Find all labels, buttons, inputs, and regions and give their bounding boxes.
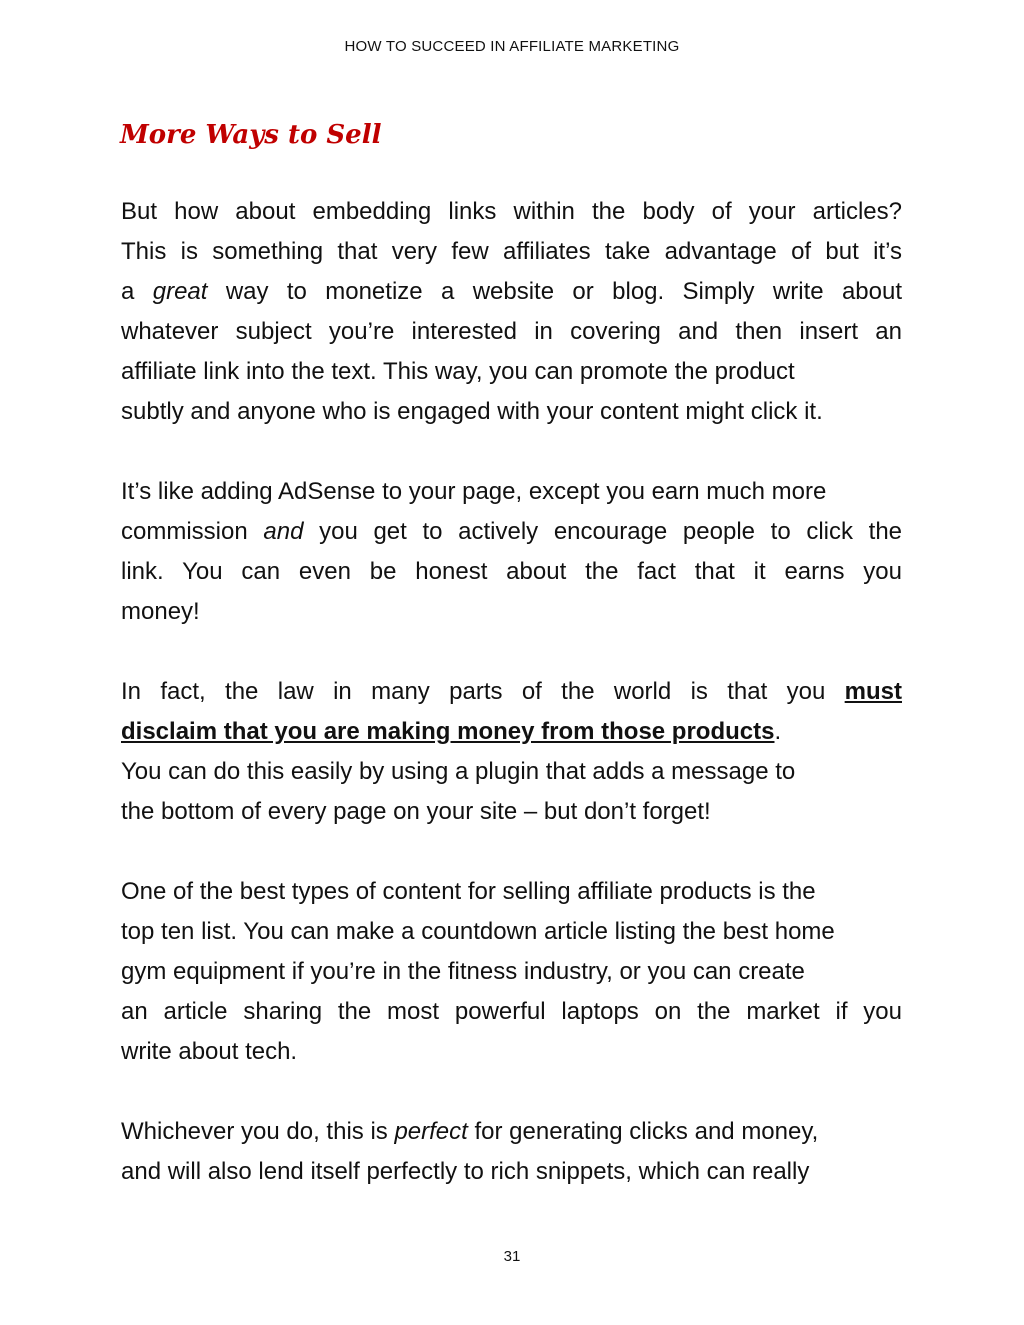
text-run: . — [774, 718, 782, 745]
text-run: Whichever you do, this is — [121, 1118, 388, 1145]
running-header: HOW TO SUCCEED IN AFFILIATE MARKETING — [344, 38, 680, 55]
paragraph-5 — [121, 1112, 902, 1192]
text-line: write about tech. — [121, 1038, 298, 1065]
text-line: and will also lend itself perfectly to rich snippets, which can really — [121, 1158, 810, 1185]
text-line: One of the best types of content for selling affiliate products is the — [121, 878, 816, 905]
text-run: way to monetize a website or blog. Simply write about — [225, 278, 903, 305]
paragraph-4 — [121, 872, 902, 1072]
text-line: gym equipment if you’re in the fitness industry, or you can create — [121, 958, 805, 985]
text-line: whatever subject you’re interested in covering and then insert an — [121, 318, 902, 345]
emphasis-text: great — [152, 278, 208, 305]
text-run: In fact, the law in many parts of the world is that you — [121, 678, 826, 705]
text-line — [121, 672, 902, 712]
body-text — [121, 192, 902, 1232]
text-line — [121, 712, 902, 752]
text-line: top ten list. You can make a countdown article listing the best home — [121, 918, 835, 945]
text-line: an article sharing the most powerful laptops on the market if you — [121, 998, 902, 1025]
text-run: a — [121, 278, 135, 305]
text-line: link. You can even be honest about the fact that it earns you — [121, 558, 902, 585]
text-line — [121, 272, 902, 312]
paragraph-2 — [121, 472, 902, 632]
text-run: for generating clicks and money, — [474, 1118, 819, 1145]
text-run: commission — [121, 518, 248, 545]
text-line: It’s like adding AdSense to your page, except you earn much more — [121, 478, 827, 505]
text-line: the bottom of every page on your site – but don’t forget! — [121, 798, 711, 825]
paragraph-1 — [121, 192, 902, 432]
text-run: you get to actively encourage people to click the — [319, 518, 903, 545]
emphasis-strong: disclaim that you are making money from those products — [121, 718, 775, 745]
section-heading: More Ways to Sell — [120, 120, 382, 150]
paragraph-3 — [121, 672, 902, 832]
text-line — [121, 512, 902, 552]
emphasis-strong: must — [844, 678, 902, 705]
text-line: subtly and anyone who is engaged with your content might click it. — [121, 398, 823, 425]
text-line: This is something that very few affiliates take advantage of but it’s — [121, 238, 902, 265]
text-line: affiliate link into the text. This way, you can promote the product — [121, 358, 795, 385]
text-line: money! — [121, 598, 200, 625]
text-line: You can do this easily by using a plugin that adds a message to — [121, 758, 796, 785]
emphasis-text: and — [263, 518, 304, 545]
text-line — [121, 1112, 902, 1152]
emphasis-text: perfect — [394, 1118, 468, 1145]
page-number: 31 — [503, 1248, 521, 1265]
text-line: But how about embedding links within the body of your articles? — [121, 198, 902, 225]
